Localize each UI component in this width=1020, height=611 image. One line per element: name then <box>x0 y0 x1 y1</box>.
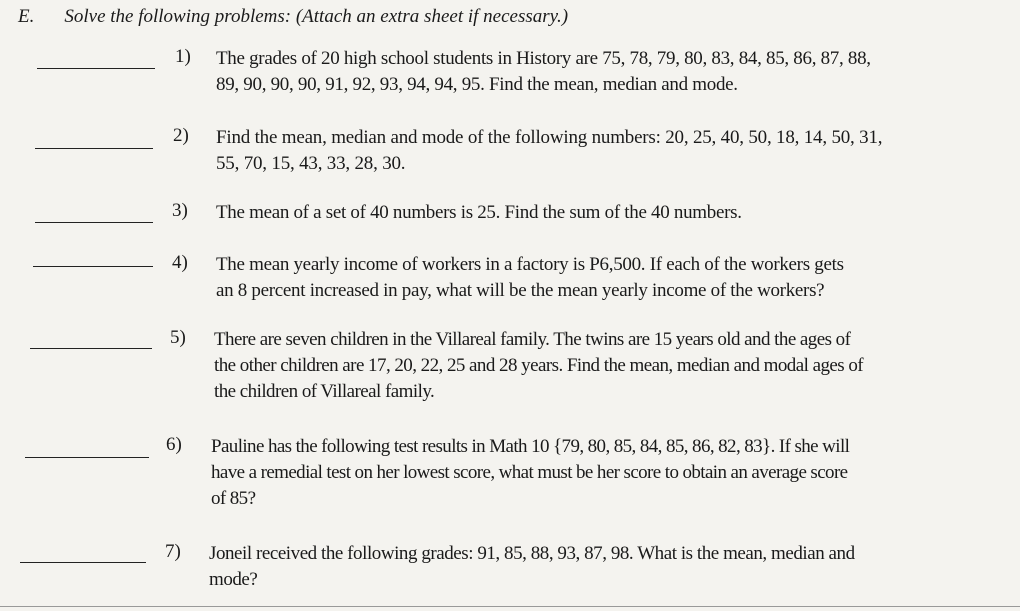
answer-blank-2[interactable] <box>35 148 153 149</box>
problem-line: the other children are 17, 20, 22, 25 and 28 years. Find the mean, median and modal ages of <box>214 355 864 376</box>
answer-blank-5[interactable] <box>30 348 152 349</box>
page-bottom-edge <box>0 606 1020 607</box>
problem-text <box>216 46 871 98</box>
problem-line: Find the mean, median and mode of the following numbers: 20, 25, 40, 50, 18, 14, 50, 31, <box>216 127 883 148</box>
problem-line: an 8 percent increased in pay, what will be the mean yearly income of the workers? <box>216 280 825 301</box>
section-letter: E. <box>18 6 35 27</box>
problem-text <box>216 252 844 304</box>
problem-line: There are seven children in the Villareal family. The twins are 15 years old and the ages of <box>214 329 851 350</box>
problem-text <box>216 200 742 226</box>
problem-number: 4) <box>172 252 188 273</box>
problem-line: of 85? <box>211 488 256 509</box>
problem-text <box>211 434 849 512</box>
problem-line: have a remedial test on her lowest score, what must be her score to obtain an average score <box>211 462 848 483</box>
problem-line: 55, 70, 15, 43, 33, 28, 30. <box>216 153 406 174</box>
problem-line: Joneil received the following grades: 91, 85, 88, 93, 87, 98. What is the mean, median and <box>209 543 855 564</box>
problem-number: 7) <box>165 541 181 562</box>
answer-blank-3[interactable] <box>35 222 153 223</box>
problem-line: 89, 90, 90, 90, 91, 92, 93, 94, 94, 95. Find the mean, median and mode. <box>216 74 738 95</box>
problem-line: Pauline has the following test results in Math 10 {79, 80, 85, 84, 85, 86, 82, 83}. If she will <box>211 436 850 457</box>
problem-text <box>209 541 855 593</box>
problem-line: The grades of 20 high school students in History are 75, 78, 79, 80, 83, 84, 85, 86, 87, 88, <box>216 48 871 69</box>
problem-text <box>214 327 863 405</box>
problem-number: 5) <box>170 327 186 348</box>
answer-blank-6[interactable] <box>25 457 149 458</box>
section-instruction: Solve the following problems: (Attach an extra sheet if necessary.) <box>64 6 569 27</box>
problem-number: 2) <box>173 125 189 146</box>
answer-blank-7[interactable] <box>20 562 146 563</box>
problem-line: mode? <box>209 569 258 590</box>
problem-line: the children of Villareal family. <box>214 381 435 402</box>
answer-blank-4[interactable] <box>33 266 153 267</box>
problem-number: 6) <box>166 434 182 455</box>
problem-line: The mean yearly income of workers in a factory is P6,500. If each of the workers gets <box>216 254 844 275</box>
answer-blank-1[interactable] <box>37 68 155 69</box>
problem-text <box>216 125 882 177</box>
problem-line: The mean of a set of 40 numbers is 25. Find the sum of the 40 numbers. <box>216 202 742 223</box>
problem-number: 1) <box>175 46 191 67</box>
problem-number: 3) <box>172 200 188 221</box>
section-header <box>18 6 568 28</box>
